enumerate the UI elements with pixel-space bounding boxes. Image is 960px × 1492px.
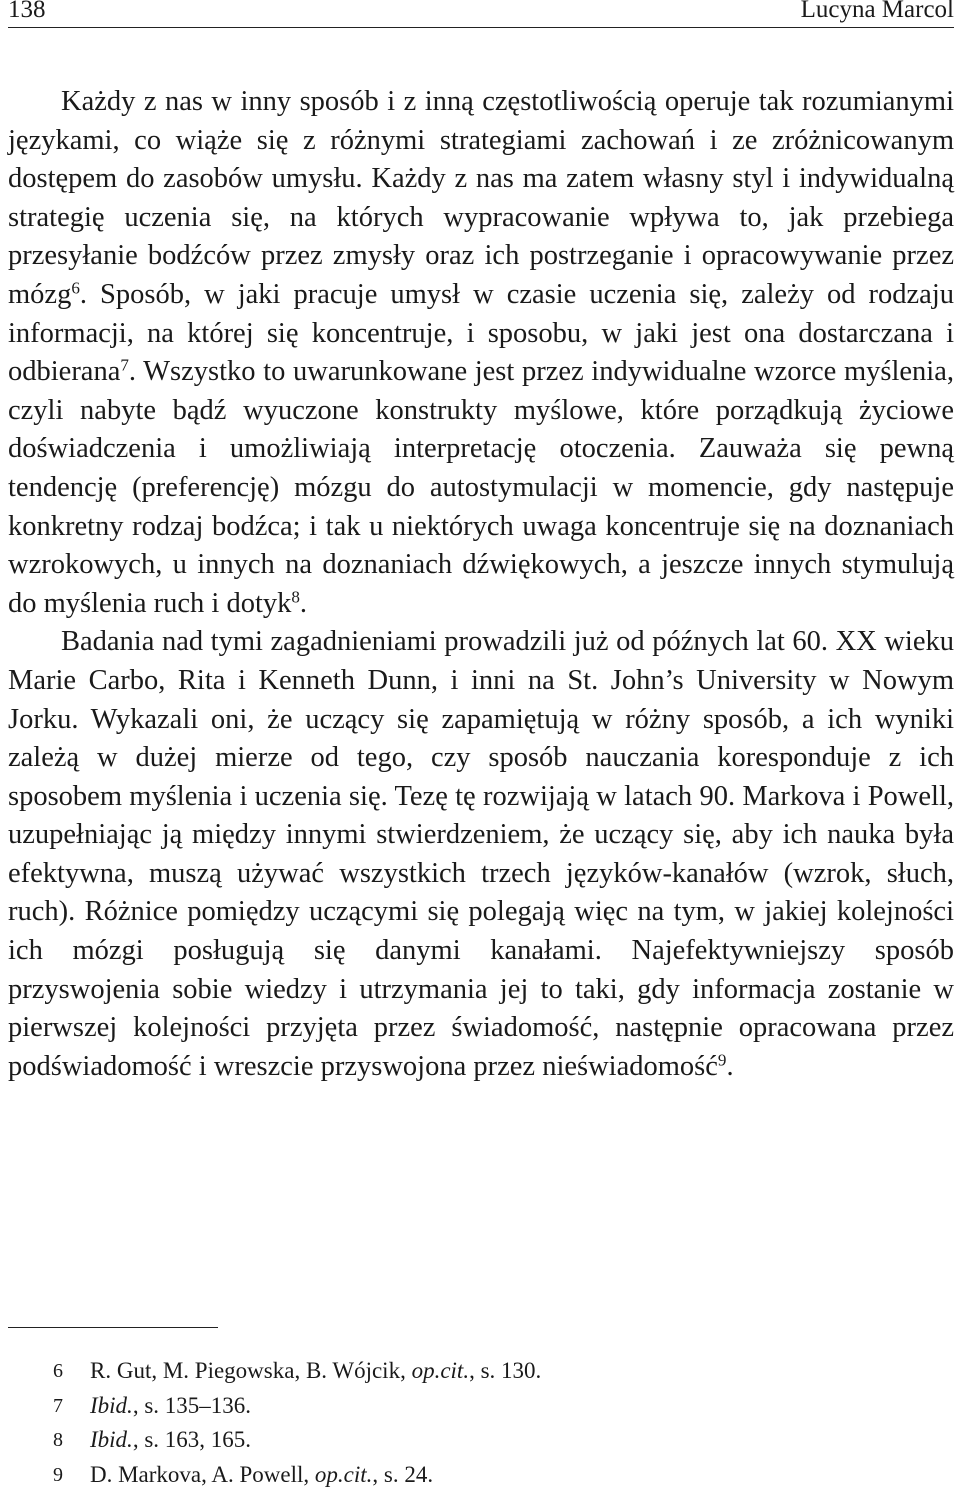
paragraph-1-text-d: . [299,587,308,619]
body-text [8,83,954,1086]
paragraph-1-text-c: . Wszystko to uwarunkowane jest przez indywidualne wzorce myślenia, czyli nabyte bądź wyuczone konstrukty myślowe, które porządkują życiowe doświadczenia i umożliwiają interpretację otoczenia. Zauważa się pewną tendencję (preferencję) mózgu do autostymulacji w momencie, gdy następuje konkretny rodzaj bodźca; i tak u niektórych uwaga koncentruje się na doznaniach wzrokowych, u innych na doznaniach dźwiękowych, a jeszcze innych stymulują do myślenia ruch i dotyk [8,356,954,619]
footnote-number: 7 [53,1394,63,1417]
footnote-7 [8,1389,948,1424]
paragraph-1-text-b: . Sposób, w jaki pracuje umysł w czasie uczenia się, zależy od rodzaju informacji, na której się koncentruje, i sposobu, w jaki jest ona dostarczana i odbierana [8,278,954,388]
footnote-text [90,1423,251,1458]
footnote-citation-italic: Ibid. [90,1392,133,1418]
footnote-text [90,1354,541,1389]
footnote-number: 8 [53,1429,63,1452]
footnote-ref-6[interactable]: 6 [71,278,80,298]
footnote-ref-8[interactable]: 8 [291,587,300,607]
footnote-pages: , s. 130. [469,1358,542,1383]
header-rule [8,27,954,28]
footnote-pages: , s. 163, 165. [132,1427,252,1453]
footnote-pages: , s. 135–136. [132,1392,252,1418]
footnote-separator [8,1327,218,1328]
footnotes [8,1354,948,1492]
footnote-citation-italic: op.cit. [411,1358,470,1383]
footnote-number: 9 [53,1463,63,1486]
footnote-text [90,1389,251,1424]
footnote-pages: , s. 24. [372,1461,434,1487]
paragraph-2-text-b: . [726,1050,734,1082]
footnote-citation: D. Markova, A. Powell, [90,1461,315,1487]
footnote-ref-7[interactable]: 7 [120,355,129,375]
page-header [8,0,954,30]
paragraph-2-text-a: Badania nad tymi zagadnieniami prowadzili już od późnych lat 60. XX wieku Marie Carbo, Rita i Kenneth Dunn, i inni na St. John’s University w Nowym Jorku. Wykazali oni, że uczący się zapamiętują w różny sposób, a ich wyniki zależą w dużej mierze od tego, czy sposób nauczania koresponduje z ich sposobem myślenia i uczenia się. Tezę tę rozwijają w latach 90. Markova i Powell, uzupełniając ją między innymi stwierdzeniem, że uczący się, aby ich nauka była efektywna, muszą używać wszystkich trzech języków-kanałów (wzrok, słuch, ruch). Różnice pomiędzy uczącymi się polegają więc na tym, w jakiej kolejności ich mózgi posługują się danymi kanałami. Najefektywniejszy sposób przyswojenia sobie wiedzy i utrzymania jej to taki, gdy informacja zostanie w pierwszej kolejności przyjęta przez świadomość, następnie opracowana przez podświadomość i wreszcie przyswojona przez nieświadomość [8,626,954,1082]
footnote-6 [8,1354,948,1389]
paragraph-1 [8,83,954,623]
footnote-citation-italic: Ibid. [90,1427,133,1453]
footnote-text [90,1458,433,1492]
footnote-9 [8,1458,948,1492]
footnote-ref-9[interactable]: 9 [717,1050,727,1070]
footnote-citation-italic: op.cit. [314,1461,373,1487]
footnote-number: 6 [53,1360,63,1382]
footnote-citation: R. Gut, M. Piegowska, B. Wójcik, [90,1358,412,1383]
page-number: 138 [8,0,46,23]
running-head-author: Lucyna Marcol [800,0,954,23]
paragraph-2 [8,623,954,1086]
footnote-8 [8,1423,948,1458]
paragraph-1-text-a: Każdy z nas w inny sposób i z inną częstotliwością operuje tak rozumianymi językami, co wiąże się z różnymi strategiami zachowań i ze zróżnicowanym dostępem do zasobów umysłu. Każdy z nas ma zatem własny styl i indywidualną strategię uczenia się, na których wypracowanie wpływa to, jak przebiega przesyłanie bodźców przez zmysły oraz ich postrzeganie i opracowywanie przez mózg [8,86,954,310]
